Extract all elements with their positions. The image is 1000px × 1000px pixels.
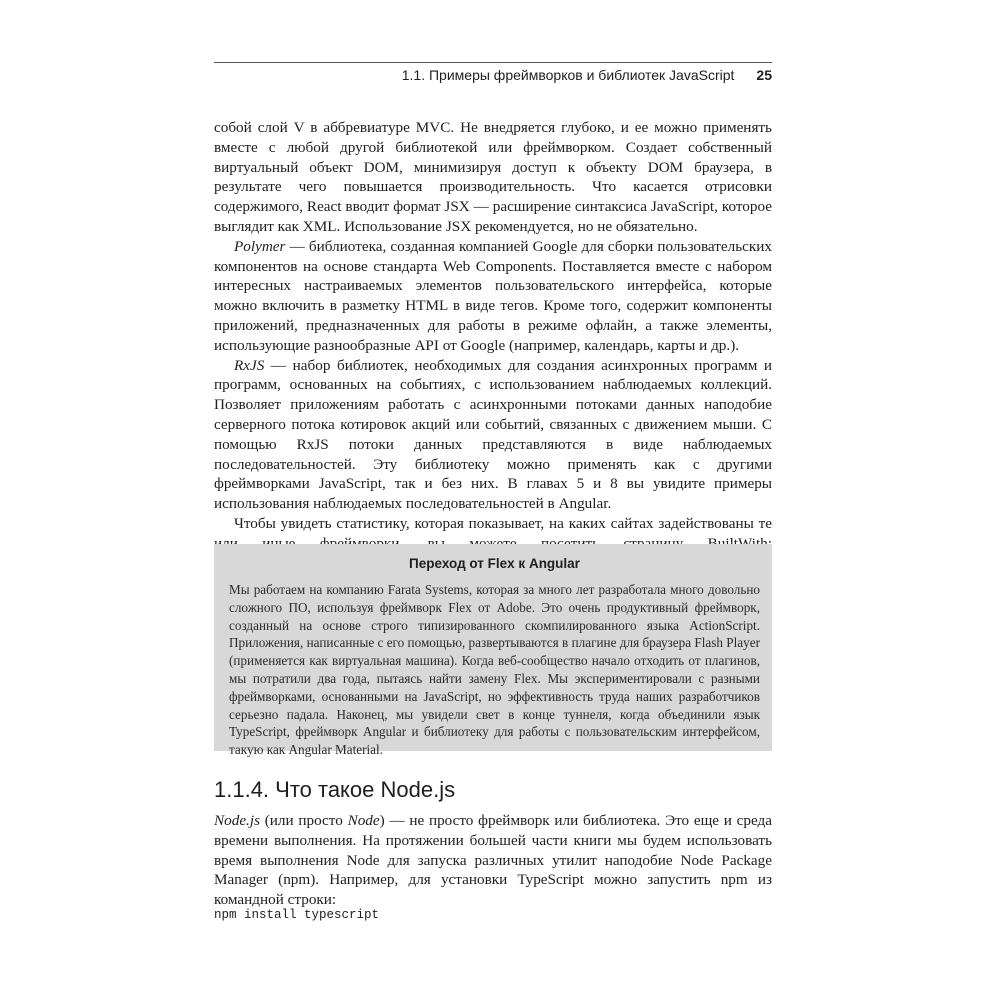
code-snippet: npm install typescript bbox=[214, 908, 380, 922]
running-head bbox=[214, 66, 772, 84]
term-rxjs: RxJS bbox=[234, 356, 265, 374]
rxjs-description: — набор библиотек, необходимых для создания асинхронных программ и программ, основанных на событиях, с использованием наблюдаемых коллекций. Позволяет приложениям работать с асинхронными потоками данных наподобие серверного потока котировок акций или событий, связанных с движением мыши. С помощью RxJS потоки данных представляются в виде наблюдаемых последовательностей. Эту библиотеку можно применять как с другими фреймворками JavaScript, так и без них. В главах 5 и 8 вы увидите примеры использования наблюдаемых последовательностей в Angular. bbox=[214, 356, 772, 513]
sidebar-text: Мы работаем на компанию Farata Systems, которая за много лет разработала много довольно сложного ПО, используя фреймворк Flex от Adobe. Это очень продуктивный фреймворк, созданный на основе строго типизированного скомпилированного языка ActionScript. Приложения, написанные с его помощью, развертываются в плагине для браузера Flash Player (применяется как виртуальная машина). Когда веб-сообщество начало отходить от плагинов, мы потратили два года, пытаясь найти замену Flex. Мы экспериментировали с разными фреймворками, основанными на JavaScript, но эффективность труда наших разработчиков серьезно падала. Наконец, мы увидели свет в конце туннеля, когда объединили язык TypeScript, фреймворк Angular и библиотеку для работы с пользовательским интерфейсом, такую как Angular Material. bbox=[229, 582, 760, 758]
body-text bbox=[214, 118, 772, 573]
running-title: 1.1. Примеры фреймворков и библиотек JavaScript bbox=[401, 67, 735, 83]
paragraph-nodejs bbox=[214, 811, 772, 910]
term-node: Node bbox=[347, 812, 380, 829]
nodejs-text-1: (или просто bbox=[260, 812, 348, 829]
page-number: 25 bbox=[756, 67, 772, 83]
polymer-description: — библиотека, созданная компанией Google для сборки пользовательских компонентов на основе стандарта Web Components. Поставляется вместе с набором интересных настраиваемых элементов пользовательского интерфейса, которые можно включить в разметку HTML в виде тегов. Кроме того, содержит компоненты приложений, предназначенных для работы в режиме офлайн, а также элементы, использующие разнообразные API от Google (например, календарь, карты и др.). bbox=[214, 237, 772, 354]
header-rule bbox=[214, 62, 772, 63]
term-polymer: Polymer bbox=[234, 237, 286, 255]
sidebar-box bbox=[214, 544, 772, 758]
sidebar-title: Переход от Flex к Angular bbox=[409, 556, 580, 571]
paragraph-react: собой слой V в аббревиатуре MVC. Не внедряется глубоко, и ее можно применять вместе с любой другой библиотекой или фреймворком. Создает собственный виртуальный объект DOM, минимизируя доступ к объекту DOM браузера, в результате чего повышается производительность. Что касается отрисовки содержимого, React вводит формат JSX — расширение синтаксиса JavaScript, которое выглядит как XML. Использование JSX рекомендуется, но не обязательно. bbox=[214, 119, 772, 235]
term-nodejs: Node.js bbox=[214, 812, 260, 829]
paragraph-polymer bbox=[214, 237, 772, 356]
builtwith-text: Чтобы увидеть статистику, которая показывает, на каких сайтах задействованы те bbox=[234, 514, 772, 532]
nodejs-text-2: ) — не просто фреймворк или библиотека. Это еще и среда времени выполнения. На протяжении большей части книги мы будем использовать время выполнения Node для запуска различных утилит наподобие Node Package Manager (npm). Например, для установки TypeScript можно запустить npm из командной строки: bbox=[214, 812, 772, 909]
section-heading: 1.1.4. Что такое Node.js bbox=[214, 777, 456, 802]
paragraph-rxjs bbox=[214, 356, 772, 514]
section-body bbox=[214, 811, 772, 910]
